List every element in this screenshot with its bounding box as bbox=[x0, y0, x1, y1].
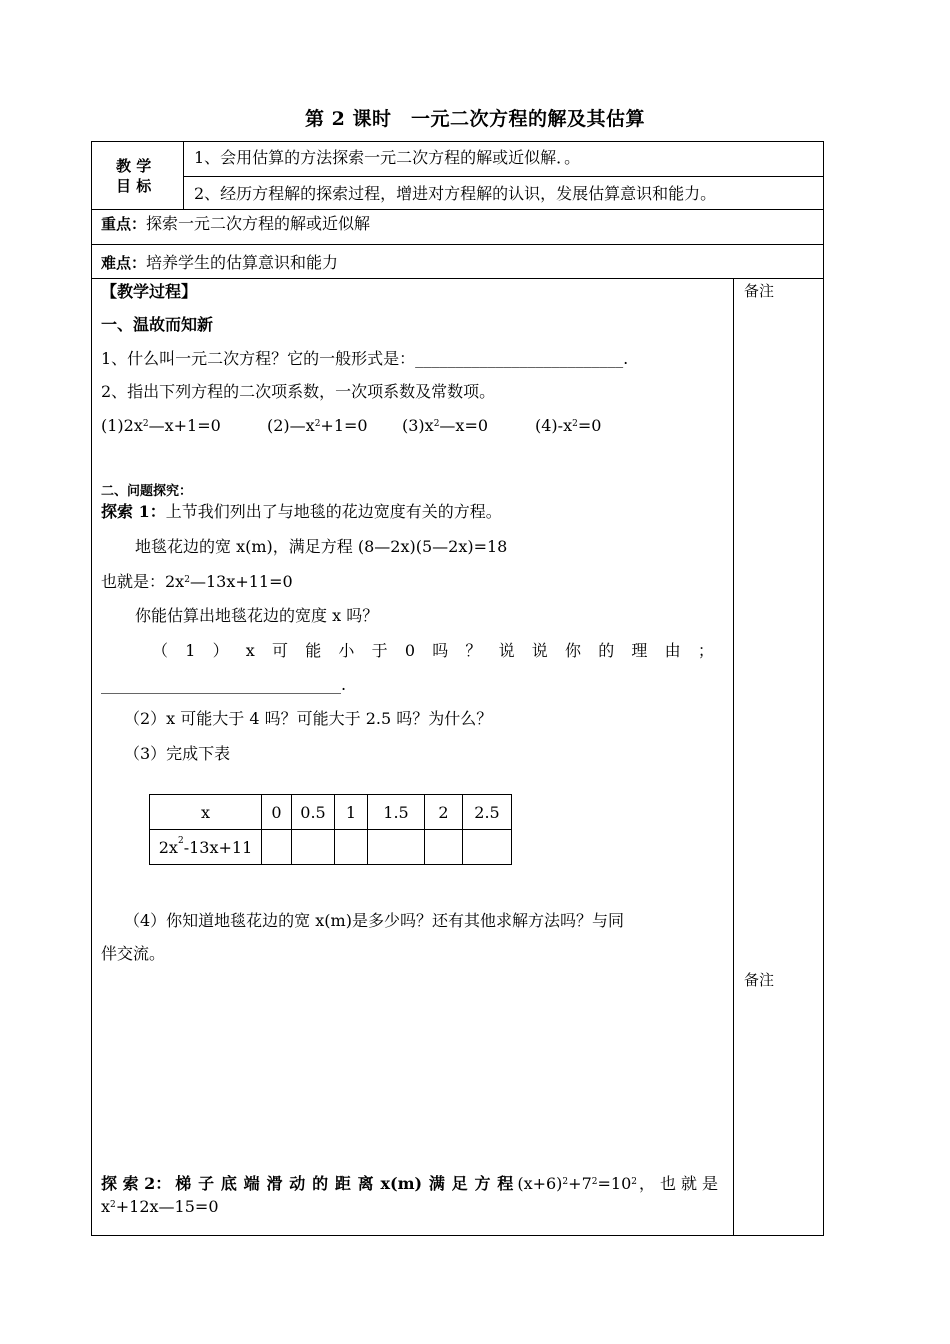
explore-2-line-2-part-a: x bbox=[101, 1197, 111, 1216]
sub-question-1-token: 的 bbox=[598, 641, 615, 660]
equation-2-part-b: +1=0 bbox=[320, 416, 368, 435]
page-title: 第 2 课时 一元二次方程的解及其估算 bbox=[305, 108, 645, 130]
equation-4-part-a: (4)-x bbox=[535, 416, 573, 435]
notes-label-1: 备注 bbox=[744, 282, 775, 300]
explore-1-line-3: 你能估算出地毯花边的宽度 x 吗？ bbox=[135, 606, 379, 625]
table-cell-empty bbox=[262, 830, 292, 865]
explore-2-token: x(m) bbox=[380, 1174, 423, 1193]
sub-question-1-blank: ______________________________. bbox=[101, 675, 347, 694]
table-cell-empty bbox=[292, 830, 335, 865]
table-row bbox=[150, 795, 512, 830]
sub-question-3: （3）完成下表 bbox=[124, 744, 231, 763]
explore-2-line-1 bbox=[101, 1174, 723, 1194]
sub-question-1-token: 可 bbox=[272, 641, 289, 660]
explore-2-token: 的 bbox=[312, 1174, 329, 1193]
equation-1-exponent: 2 bbox=[142, 419, 149, 429]
difficulty-text: 培养学生的估算意识和能力 bbox=[146, 253, 339, 272]
table-cell-empty bbox=[335, 830, 368, 865]
expression-part-b: -13x+11 bbox=[183, 837, 253, 857]
explore-2-token: 底 bbox=[220, 1174, 237, 1193]
explore-2-token: 满 bbox=[428, 1174, 445, 1193]
row-divider-3 bbox=[92, 278, 823, 279]
explore-1-line-1: 地毯花边的宽 x(m)，满足方程 (8—2x)(5—2x)=18 bbox=[135, 537, 508, 556]
equation-4 bbox=[535, 416, 601, 436]
explore-1-line-2 bbox=[101, 572, 293, 592]
equation-4-part-b: =0 bbox=[577, 416, 602, 435]
explore-2-token: 梯 bbox=[175, 1174, 192, 1193]
explore-2-eq-part-b: +7 bbox=[568, 1174, 592, 1193]
sub-question-1-token: 你 bbox=[565, 641, 582, 660]
table-cell: 1 bbox=[335, 795, 368, 830]
equation-3-part-b: —x=0 bbox=[439, 416, 489, 435]
table-cell-empty bbox=[425, 830, 463, 865]
sub-question-4-line-2: 伴交流。 bbox=[101, 944, 166, 963]
explore-1-line-2-exponent: 2 bbox=[184, 575, 190, 585]
sub-question-1-token: 能 bbox=[305, 641, 322, 660]
table-cell-empty bbox=[463, 830, 512, 865]
explore-2-token: 程 bbox=[497, 1174, 514, 1193]
explore-1-line-2-part-a: 也就是：2x bbox=[101, 572, 185, 591]
sub-question-1-token: 说 bbox=[498, 641, 515, 660]
question-2: 2、指出下列方程的二次项系数，一次项系数及常数项。 bbox=[101, 382, 496, 401]
equation-2 bbox=[267, 416, 368, 436]
explore-2-eq-part-a: (x+6) bbox=[517, 1174, 563, 1193]
notes-label-2: 备注 bbox=[744, 971, 775, 989]
explore-2-token: 距 bbox=[334, 1174, 351, 1193]
explore-2-line-2-exponent: 2 bbox=[110, 1200, 116, 1210]
explore-1-line-2-part-b: —13x+11=0 bbox=[189, 572, 293, 591]
objective-item-2: 2、经历方程解的探索过程，增进对方程解的认识，发展估算意识和能力。 bbox=[194, 184, 717, 203]
sub-question-1 bbox=[152, 641, 714, 661]
objective-item-1: 1、会用估算的方法探索一元二次方程的解或近似解．。 bbox=[194, 148, 581, 167]
equation-2-part-a: (2)—x bbox=[267, 416, 315, 435]
sub-question-1-token: x bbox=[245, 641, 255, 660]
equation-2-exponent: 2 bbox=[314, 419, 321, 429]
explore-1-intro bbox=[101, 502, 502, 522]
sub-question-1-token: 理 bbox=[631, 641, 648, 660]
equation-1-part-a: (1)2x bbox=[101, 416, 143, 435]
sub-question-1-token: 小 bbox=[338, 641, 355, 660]
explore-2-token: 滑 bbox=[266, 1174, 283, 1193]
equation-1 bbox=[101, 416, 221, 436]
explore-2-token: 端 bbox=[243, 1174, 260, 1193]
explore-1-text: 上节我们列出了与地毯的花边宽度有关的方程。 bbox=[165, 502, 502, 521]
sub-question-4-line-1: （4）你知道地毯花边的宽 x(m)是多少吗？还有其他求解方法吗？与同 bbox=[124, 911, 624, 930]
equation-1-part-b: —x+1=0 bbox=[148, 416, 221, 435]
sub-question-1-token: 1 bbox=[185, 641, 196, 660]
objectives-label-line1: 教 学 bbox=[116, 157, 152, 175]
sub-question-1-token: 说 bbox=[531, 641, 548, 660]
explore-2-tail: ，也就是 bbox=[638, 1174, 723, 1193]
equation-3-part-a: (3)x bbox=[402, 416, 434, 435]
explore-2-eq-exponent-1: 2 bbox=[562, 1177, 569, 1187]
explore-1-label: 探索 1： bbox=[101, 502, 166, 521]
difficulty-label: 难点： bbox=[101, 254, 147, 272]
explore-2-token: 方 bbox=[474, 1174, 491, 1193]
equation-3-exponent: 2 bbox=[433, 419, 440, 429]
explore-2-eq-part-c: =10 bbox=[597, 1174, 632, 1193]
question-1: 1、什么叫一元二次方程？它的一般形式是：__________________________. bbox=[101, 349, 629, 368]
explore-2-line-2-part-b: +12x—15=0 bbox=[115, 1197, 219, 1216]
table-cell: x bbox=[150, 795, 262, 830]
sub-question-1-token: 0 bbox=[404, 641, 415, 660]
table-cell-empty bbox=[368, 830, 425, 865]
sub-question-1-token: 于 bbox=[371, 641, 388, 660]
sub-question-1-token: 吗 bbox=[432, 641, 449, 660]
table-row bbox=[150, 830, 512, 865]
table-cell-expression bbox=[150, 830, 262, 865]
objectives-column-divider bbox=[183, 142, 184, 209]
estimation-table bbox=[149, 794, 512, 865]
key-point-text: 探索一元二次方程的解或近似解 bbox=[146, 214, 371, 233]
notes-column-divider bbox=[733, 278, 734, 1235]
key-point-label: 重点： bbox=[101, 215, 147, 233]
explore-2-token: 离 bbox=[357, 1174, 374, 1193]
explore-2-token: 动 bbox=[289, 1174, 306, 1193]
key-point bbox=[101, 214, 370, 234]
explore-2-equation bbox=[517, 1174, 637, 1194]
table-cell: 2 bbox=[425, 795, 463, 830]
section-review-heading: 一、温故而知新 bbox=[101, 315, 214, 334]
sub-question-1-token: （ bbox=[152, 641, 169, 660]
explore-2-token: 子 bbox=[198, 1174, 215, 1193]
explore-2-text bbox=[175, 1174, 513, 1194]
table-cell: 1.5 bbox=[368, 795, 425, 830]
sub-question-2: （2）x 可能大于 4 吗？可能大于 2.5 吗？为什么？ bbox=[124, 709, 493, 728]
table-cell: 0 bbox=[262, 795, 292, 830]
objectives-divider bbox=[183, 176, 823, 177]
expression-part-a: 2x bbox=[158, 837, 178, 857]
sub-question-1-token: ？ bbox=[465, 641, 482, 660]
equation-4-exponent: 2 bbox=[572, 419, 578, 429]
explore-2-token: 足 bbox=[451, 1174, 468, 1193]
process-heading: 【教学过程】 bbox=[101, 282, 198, 301]
explore-2-line-2 bbox=[101, 1197, 219, 1217]
objectives-label-line2: 目 标 bbox=[116, 177, 152, 195]
sub-question-1-token: ； bbox=[697, 641, 714, 660]
difficulty bbox=[101, 253, 338, 273]
row-divider-1 bbox=[92, 209, 823, 210]
equation-3 bbox=[402, 416, 488, 436]
table-cell: 2.5 bbox=[463, 795, 512, 830]
lesson-plan-table bbox=[91, 141, 824, 1236]
section-explore-heading: 二、问题探究： bbox=[101, 484, 193, 499]
explore-2-eq-exponent-2: 2 bbox=[591, 1177, 598, 1187]
expression-exponent: 2 bbox=[177, 835, 184, 846]
explore-2-eq-exponent-3: 2 bbox=[631, 1177, 637, 1187]
table-cell: 0.5 bbox=[292, 795, 335, 830]
row-divider-2 bbox=[92, 244, 823, 245]
sub-question-1-token: ） bbox=[212, 641, 229, 660]
sub-question-1-token: 由 bbox=[664, 641, 681, 660]
explore-2-label: 探 索 2： bbox=[101, 1174, 172, 1193]
